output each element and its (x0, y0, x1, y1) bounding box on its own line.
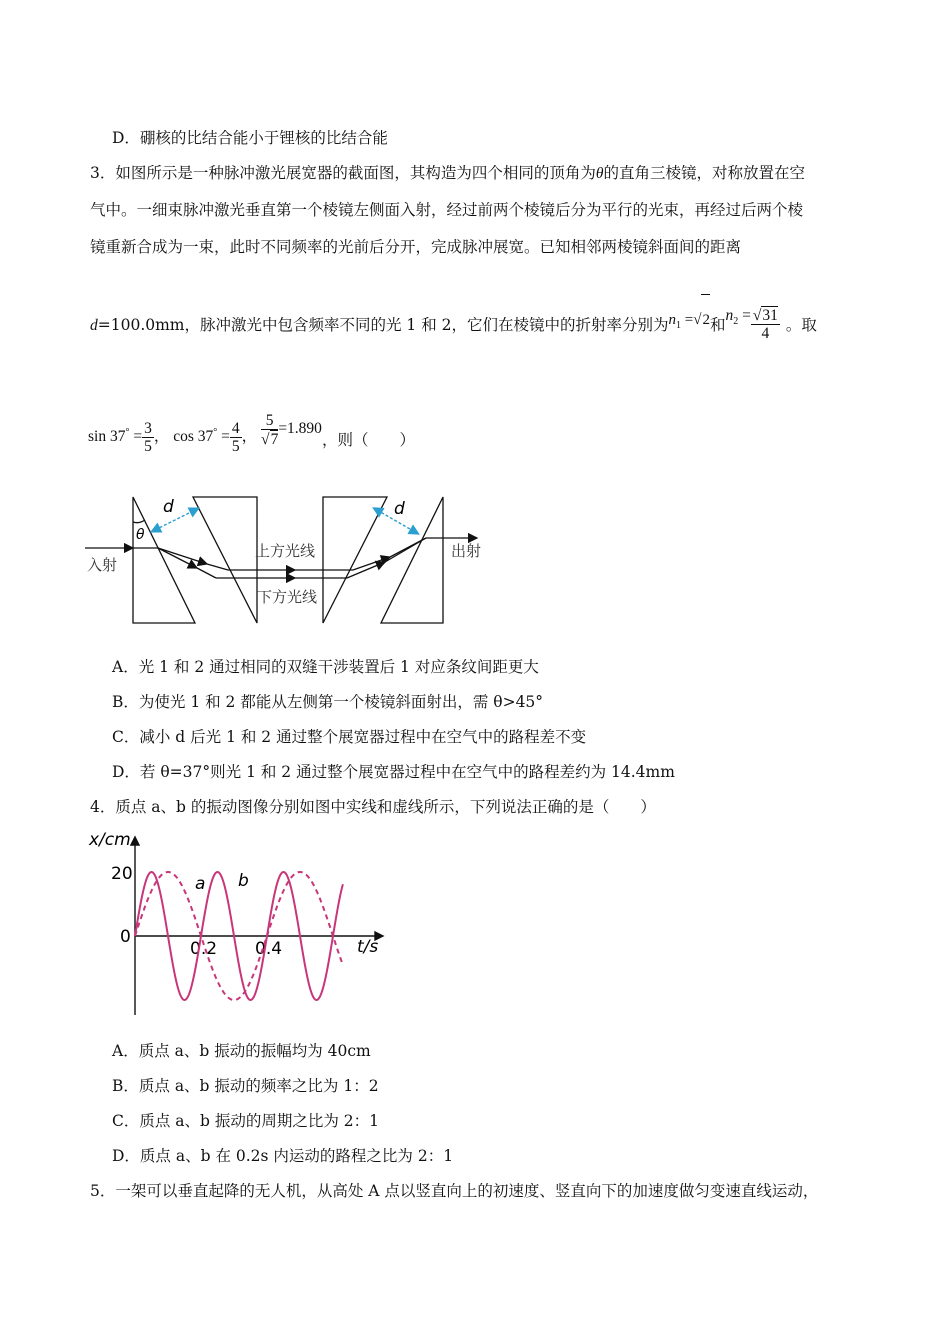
oscillation-chart (85, 825, 395, 1025)
q3-and: 和 (709, 316, 726, 334)
q3-n2-sub: 2 (733, 316, 739, 328)
y-tick-20: 20 (111, 864, 133, 884)
q3-option-d: D．若 θ=37°则光 1 和 2 通过整个展宽器过程中在空气中的路程差约为 14.4mm (112, 763, 675, 781)
series-b-label: b (238, 871, 249, 891)
prism-diagram (85, 492, 505, 632)
q3-comma-2: ， (241, 428, 258, 446)
q3-cos-num: 4 (231, 420, 240, 438)
x-tick-0.2: 0.2 (190, 939, 218, 959)
q3-n2-frac: $\frac{√31}{4}$ (752, 307, 778, 343)
q3-n1: n (668, 312, 677, 328)
q3-n2-num: 31 (762, 307, 778, 325)
label-d-right: d (394, 499, 405, 519)
label-lower: 下方光线 (257, 588, 318, 606)
q3-option-a: A．光 1 和 2 通过相同的双缝干涉装置后 1 对应条纹间距更大 (112, 658, 539, 676)
q3-n1-sub: 1 (676, 320, 682, 331)
q3-sin-num: 3 (144, 420, 152, 438)
q4-option-a: A．质点 a、b 振动的振幅均为 40cm (112, 1042, 371, 1060)
x-tick-0.4: 0.4 (255, 939, 283, 959)
q4-option-b: B．质点 a、b 振动的频率之比为 1：2 (112, 1077, 379, 1095)
q3-n1-eq: = (684, 312, 694, 328)
q3-sin-eq: = (133, 428, 143, 446)
q3-n2-den: 4 (761, 325, 770, 343)
q3-sin-deg: ° (125, 427, 130, 438)
q4-option-c: C．质点 a、b 振动的周期之比为 2：1 (112, 1112, 380, 1130)
q3-cos-deg: ° (213, 427, 218, 438)
q3-n2-eq: = (742, 307, 751, 324)
q3-sin-den: 5 (144, 438, 152, 456)
q3-cos-eq: = (221, 428, 230, 446)
q3-stem-line1 (90, 163, 805, 184)
prism-2 (193, 497, 257, 623)
q3-ratio-den: 7 (270, 430, 279, 448)
q3-stem-line2: 气中。一细束脉冲激光垂直第一个棱镜左侧面入射，经过前两个棱镜后分为平行的光束，再经过后两个棱 (90, 201, 804, 219)
x-axis-label: t/s (357, 937, 379, 957)
y-axis-label: x/cm (89, 830, 131, 850)
q3-cos-den: 5 (231, 438, 240, 456)
q2-option-d: D．硼核的比结合能小于锂核的比结合能 (112, 129, 388, 147)
prism-4 (381, 497, 443, 623)
q3-ratio-val: =1.890 (278, 420, 322, 438)
theta-arc (133, 520, 145, 523)
y-axis-arrow (131, 837, 139, 845)
q3-n1-val: 2 (701, 294, 710, 345)
q3-then: ，则（ ） (321, 431, 415, 450)
prism-3 (323, 497, 387, 623)
q4-stem: 4．质点 a、b 的振动图像分别如图中实线和虚线所示，下列说法正确的是（ ） (90, 798, 656, 816)
q3-option-c: C．减小 d 后光 1 和 2 通过整个展宽器过程中在空气中的路程差不变 (112, 728, 587, 746)
y-tick-0: 0 (120, 927, 131, 947)
q4-option-d: D．质点 a、b 在 0.2s 内运动的路程之比为 2：1 (112, 1147, 454, 1165)
q3-line1-end: 的直角三棱镜，对称放置在空 (603, 164, 806, 182)
q3-sin-frac (142, 420, 154, 455)
q3-ratio-frac: $\frac{5}{√7}$ (261, 411, 279, 448)
q5-stem: 5．一架可以垂直起降的无人机，从高处 A 点以竖直向上的初速度、竖直向下的加速度做匀变速直线运动， (90, 1182, 819, 1200)
q3-stem-line4: d=100.0mm，脉冲激光中包含频率不同的光 1 和 2，它们在棱镜中的折射率分别为$n_1 =√2$和$n_2$ = $\frac{√31}{4}$ 。取 (90, 300, 817, 350)
q3-theta: θ (595, 165, 604, 182)
q3-sin-label: sin 37 (88, 428, 126, 446)
q3-d-value: =100.0mm，脉冲激光中包含频率不同的光 1 和 2，它们在棱镜中的折射率分别为 (97, 316, 669, 334)
q3-stem-line3: 镜重新合成为一束，此时不同频率的光前后分开，完成脉冲展宽。已知相邻两棱镜斜面间的距离 (90, 238, 742, 256)
q3-comma-1: ， (153, 428, 170, 446)
q3-take: 。取 (785, 316, 817, 334)
d-arrow-left (155, 510, 195, 530)
q3-cos-frac (230, 420, 242, 455)
q3-trig-line (88, 410, 415, 456)
q3-option-b: B．为使光 1 和 2 都能从左侧第一个棱镜斜面射出，需 θ>45° (112, 693, 544, 711)
label-out: 出射 (451, 542, 482, 560)
ray-lower-1 (158, 548, 197, 568)
label-theta: θ (136, 527, 145, 543)
q3-d-var: d (90, 317, 98, 334)
label-upper: 上方光线 (255, 542, 316, 560)
q3-n2: n (725, 307, 734, 324)
q3-line1-text: 3．如图所示是一种脉冲激光展宽器的截面图，其构造为四个相同的顶角为 (90, 164, 596, 182)
series-a-label: a (195, 874, 206, 894)
label-in: 入射 (87, 556, 118, 574)
q3-cos-label: cos 37 (173, 428, 214, 446)
q3-ratio-num: 5 (261, 412, 278, 430)
label-d-left: d (163, 497, 174, 517)
